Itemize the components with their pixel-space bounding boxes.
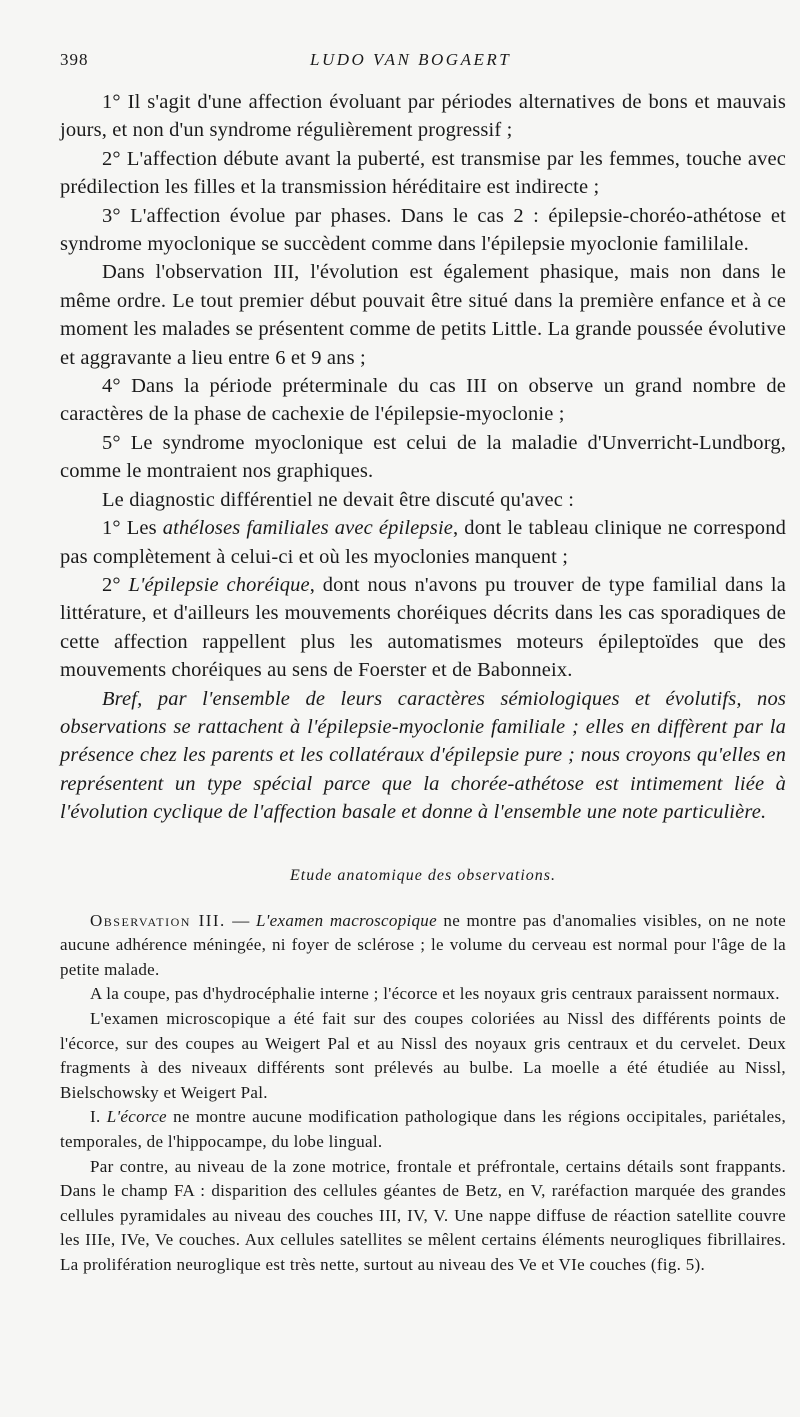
paragraph: 2° L'affection débute avant la puberté, est transmise par les femmes, touche avec prédilection les filles et la transmission héréditaire est indirecte ;	[60, 147, 786, 199]
text-run: I.	[90, 1107, 107, 1127]
text-run: 1° Les	[102, 517, 163, 540]
paragraph	[60, 909, 786, 983]
italic-term: L'écorce	[106, 1107, 167, 1127]
paragraph: 4° Dans la période préterminale du cas III on observe un grand nombre de caractères de la phase de cachexie de l'épilepsie-myoclonie ;	[60, 375, 786, 426]
text-run: ne montre aucune modification pathologique dans les régions occipitales, pariétales, temporales, de l'hippocampe, du lobe lingual.	[60, 1107, 786, 1151]
paragraph: A la coupe, pas d'hydrocéphalie interne ; l'écorce et les noyaux gris centraux paraissent normaux.	[90, 984, 780, 1004]
main-text	[60, 88, 786, 827]
section-heading: Etude anatomique des observations.	[290, 866, 556, 884]
conclusion-paragraph: Bref, par l'ensemble de leurs caractères sémiologiques et évolutifs, nos observations se rattachent à l'épilepsie-myoclonie familiale ; elles en diffèrent par la présence chez les parents et les collatéraux d'épilepsie pure ; nous croyons qu'elles en représentent un type spécial parce que la chorée-athétose est intimement liée à l'évolution cyclique de l'affection basale et donne à l'ensemble une note particulière.	[60, 687, 786, 824]
paragraph	[60, 1105, 786, 1154]
paragraph: L'examen microscopique a été fait sur des coupes coloriées au Nissl des différents points de l'écorce, sur des coupes au Weigert Pal et au Nissl des noyaux gris centraux et du cervelet. Deux fragments à des niveaux différents sont prélevés au bulbe. La moelle a été étudiée au Nissl, Bielschowsky et Weigert Pal.	[60, 1008, 786, 1102]
text-run: 2°	[102, 573, 129, 596]
paragraph: Dans l'observation III, l'évolution est également phasique, mais non dans le même ordre. Le tout premier début pouvait être situé dans la première enfance et à ce moment les malades se présentent comme de petits Little. La grande poussée évolutive et aggravante a lieu entre 6 et 9 ans ;	[60, 261, 786, 369]
paragraph	[60, 571, 786, 685]
paragraph: 1° Il s'agit d'une affection évoluant par périodes alternatives de bons et mauvais jours, et non d'un syndrome régulièrement progressif ;	[60, 91, 786, 142]
paragraph: Le diagnostic différentiel ne devait être discuté qu'avec :	[102, 488, 575, 511]
observation-label: Observation III.	[90, 910, 226, 930]
page-number: 398	[60, 50, 89, 69]
italic-term: L'épilepsie choréique	[128, 573, 310, 596]
paragraph	[60, 514, 786, 571]
running-title: LUDO VAN BOGAERT	[310, 50, 512, 69]
text-run: ne montre pas d'anomalies visibles, on ne note aucune adhérence méningée, ni foyer de sclérose ; le volume du cerveau est normal pour l'âge de la petite malade.	[60, 910, 786, 979]
text-run: , dont le tableau clinique ne correspond pas complètement à celui-ci et où les myoclonies manquent ;	[60, 517, 787, 568]
text-run: , dont nous n'avons pu trouver de type familial dans la littérature, et d'ailleurs les mouvements choréiques décrits dans les cas sporadiques de cette affection rappellent plus les automatismes moteurs épileptoïdes que des mouvements choréiques au sens de Foerster et de Babonneix.	[60, 573, 786, 682]
anatomical-study-text	[60, 909, 786, 1278]
italic-term: L'examen macroscopique	[255, 910, 437, 930]
paragraph: Par contre, au niveau de la zone motrice, frontale et préfrontale, certains détails sont frappants. Dans le champ FA : disparition des cellules géantes de Betz, en V, raréfaction marquée des grandes cellules pyramidales au niveau des couches III, IV, V. Une nappe diffuse de réaction satellite couvre les IIIe, IVe, Ve couches. Aux cellules satellites se mêlent certains éléments neurogliques fibrillaires. La prolifération neuroglique est très nette, surtout au niveau des Ve et VIe couches (fig. 5).	[60, 1156, 786, 1274]
paragraph: 5° Le syndrome myoclonique est celui de la maladie d'Unverricht-Lundborg, comme le montraient nos graphiques.	[60, 431, 786, 483]
text-run: —	[225, 910, 256, 930]
paragraph: 3° L'affection évolue par phases. Dans le cas 2 : épilepsie-choréo-athétose et syndrome myoclonique se succèdent comme dans l'épilepsie myoclonie famililale.	[60, 204, 786, 256]
italic-term: athéloses familiales avec épilepsie	[162, 517, 454, 540]
running-head	[60, 50, 786, 78]
